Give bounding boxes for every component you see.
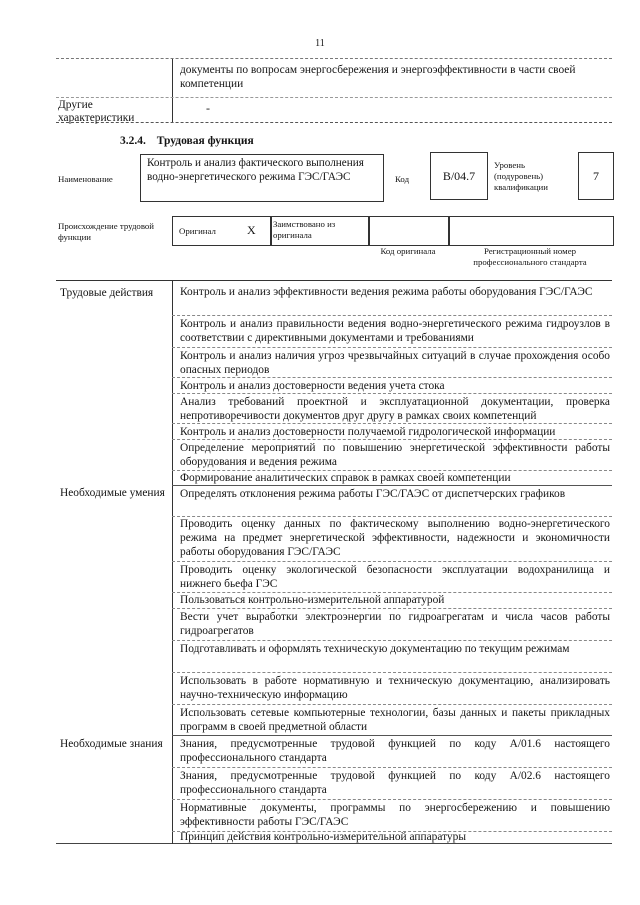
skill-item: Использовать сетевые компьютерные технологии, базы данных и пакеты прикладных программ в своей предметной области: [180, 707, 610, 733]
knowledge-item: Принцип действия контрольно-измерительной аппаратуры: [180, 831, 466, 843]
code-value: B/04.7: [430, 152, 488, 200]
borrowed-box: [270, 216, 370, 246]
name-box: [140, 154, 384, 202]
section-heading: [120, 135, 262, 147]
original-code-box: [368, 216, 450, 246]
level-label: Уровень (подуровень) квалификации: [494, 160, 548, 192]
section-number: 3.2.4.: [120, 135, 146, 147]
skill-item: Пользоваться контрольно-измерительной аппаратурой: [180, 594, 445, 606]
function-details-table: [56, 280, 612, 844]
knowledge-item: Нормативные документы, программы по энергосбережению и повышению эффективности работы ГЭС/ГАЭС: [180, 802, 610, 828]
continuation-text: документы по вопросам энергосбережения и энергоэффективности в части своей компетенции: [180, 64, 576, 90]
function-name: Контроль и анализ фактического выполнения водно-энергетического режима ГЭС/ГАЭС: [147, 157, 364, 183]
labor-action-item: Контроль и анализ достоверности ведения учета стока: [180, 380, 445, 392]
labor-action-item: Контроль и анализ правильности ведения водно-энергетического режима гидроузлов в соответствии с директивными документами и требованиями: [180, 318, 610, 344]
other-characteristics-label: Другие характеристики: [58, 99, 135, 124]
registration-number-box: [448, 216, 614, 246]
original-label: Оригинал: [179, 226, 216, 236]
section-title: Трудовая функция: [156, 135, 254, 147]
origin-label: Происхождение трудовой функции: [58, 221, 155, 242]
labor-action-item: Анализ требований проектной и эксплуатационной документации, проверка непротиворечивости документов друг другу в рамках своих компетенций: [180, 396, 610, 422]
original-code-label: Код оригинала: [380, 246, 436, 256]
skill-item: Подготавливать и оформлять техническую документацию по текущим режимам: [180, 643, 570, 655]
skill-item: Проводить оценку данных по фактическому выполнению водно-энергетического режима на предмет энергетической эффективности, надежности и экономичности работы оборудования ГЭС/ГАЭС: [180, 518, 610, 558]
knowledge-item: Знания, предусмотренные трудовой функцией по коду А/01.6 настоящего профессионального стандарта: [180, 738, 610, 764]
labor-action-item: Контроль и анализ эффективности ведения режима работы оборудования ГЭС/ГАЭС: [180, 286, 593, 298]
registration-number-label: Регистрационный номер профессионального стандарта: [473, 246, 587, 267]
code-label: Код: [395, 174, 410, 184]
labor-action-item: Контроль и анализ наличия угроз чрезвычайных ситуаций в случае прохождения особо опасных периодов: [180, 350, 610, 376]
skill-item: Определять отклонения режима работы ГЭС/ГАЭС от диспетчерских графиков: [180, 488, 566, 500]
labor-action-item: Определение мероприятий по повышению энергетической эффективности работы оборудования и ведения режима: [180, 442, 610, 468]
continuation-table: [56, 58, 612, 123]
skill-item: Вести учет выработки электроэнергии по гидроагрегатам и числа часов работы гидроагрегатов: [180, 611, 610, 637]
knowledge-item: Знания, предусмотренные трудовой функцией по коду А/02.6 настоящего профессионального стандарта: [180, 770, 610, 796]
skill-item: Проводить оценку экологической безопасности эксплуатации водохранилища и нижнего бьефа ГЭС: [180, 564, 610, 590]
knowledge-label: Необходимые знания: [60, 738, 163, 750]
skill-item: Использовать в работе нормативную и техническую документацию, анализировать научно-техническую информацию: [180, 675, 610, 701]
original-mark: X: [247, 223, 256, 237]
level-value: 7: [578, 152, 614, 200]
skills-label: Необходимые умения: [60, 487, 165, 499]
other-characteristics-value: -: [206, 101, 210, 115]
original-box: [172, 216, 272, 246]
labor-actions-label: Трудовые действия: [60, 287, 154, 299]
name-label: Наименование: [58, 174, 113, 184]
page-number: 11: [315, 38, 325, 49]
labor-action-item: Контроль и анализ достоверности получаемой гидрологической информации: [180, 426, 556, 438]
labor-action-item: Формирование аналитических справок в рамках своей компетенции: [180, 472, 511, 484]
borrowed-label: Заимствовано из оригинала: [273, 219, 336, 240]
